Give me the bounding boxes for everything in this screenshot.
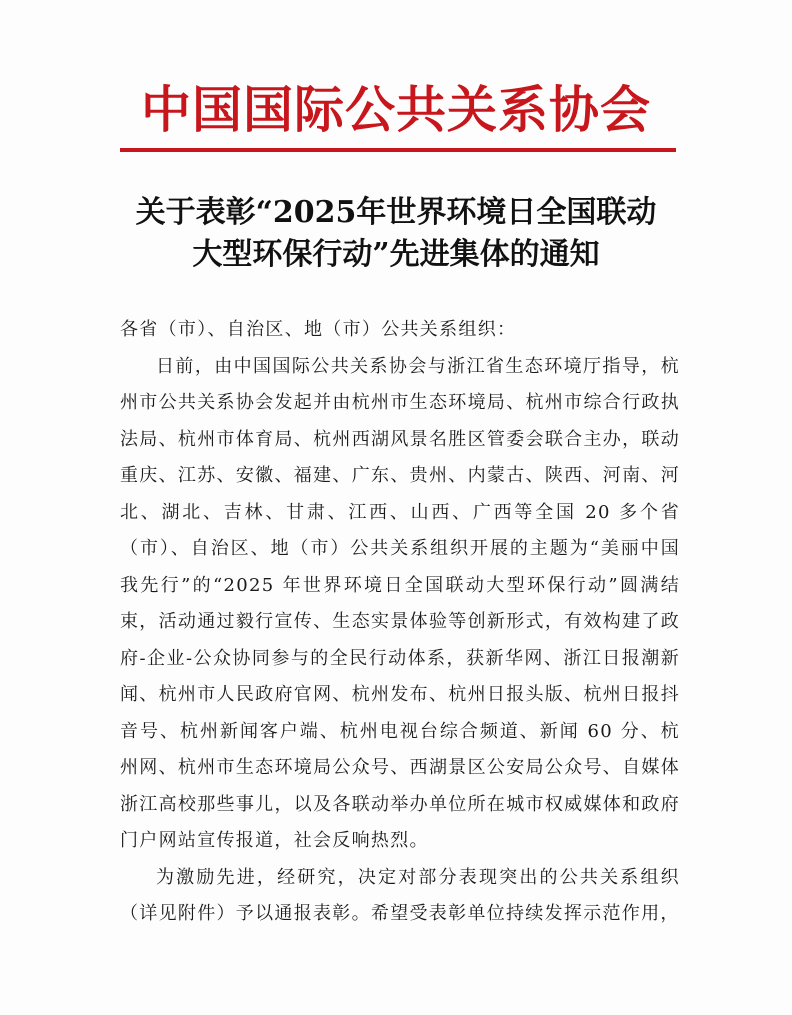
letterhead-divider [120,148,676,152]
document-body [120,312,680,933]
body-paragraph-1: 日前，由中国国际公共关系协会与浙江省生态环境厅指导，杭州市公共关系协会发起并由杭州市生态环境局、杭州市综合行政执法局、杭州市体育局、杭州西湖风景名胜区管委会联合主办，联动重庆、江苏、安徽、福建、广东、贵州、内蒙古、陕西、河南、河北、湖北、吉林、甘肃、江西、山西、广西等全国 20 多个省（市）、自治区、地（市）公共关系组织开展的主题为“美丽中国我先行”的“2025 年世界环境日全国联动大型环保行动”圆满结束，活动通过毅行宣传、生态实景体验等创新形式，有效构建了政府-企业-公众协同参与的全民行动体系，获新华网、浙江日报潮新闻、杭州市人民政府官网、杭州发布、杭州日报头版、杭州日报抖音号、杭州新闻客户端、杭州电视台综合频道、新闻 60 分、杭州网、杭州市生态环境局公众号、西湖景区公安局公众号、自媒体浙江高校那些事儿，以及各联动举办单位所在城市权威媒体和政府门户网站宣传报道，社会反响热烈。 [120,355,680,851]
salutation: 各省（市）、自治区、地（市）公共关系组织： [120,319,517,340]
document-title [0,192,792,276]
body-paragraph-2: 为激励先进，经研究，决定对部分表现突出的公共关系组织（详见附件）予以通报表彰。希望受表彰单位持续发挥示范作用， [120,866,680,924]
document-title-line-1: 关于表彰“2025年世界环境日全国联动 [135,195,657,230]
org-letterhead: 中国国际公共关系协会 [141,81,651,139]
document-title-line-2: 大型环保行动”先进集体的通知 [192,237,600,272]
